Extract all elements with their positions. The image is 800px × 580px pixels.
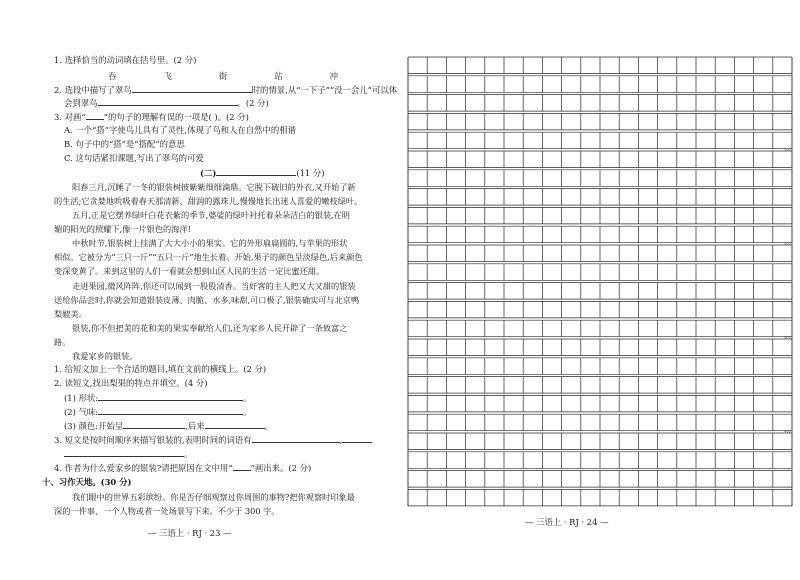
fill-color: (3) 颜色:开始呈 ,后来 。 [64,421,274,431]
fill-shape: (1) 形状: 。 [64,393,252,403]
title-blank[interactable] [216,167,296,176]
option-a[interactable]: A. 一个“搭”字使鸟儿具有了灵性,体现了鸟和人在自然中的相谐 [64,125,296,135]
answer-blank[interactable] [252,434,340,443]
passage-line: 我爱家乡的银装。 [72,351,138,361]
option-c[interactable]: C. 这句话紧扣课题,写出了翠鸟的可爱 [64,153,204,163]
answer-blank[interactable] [98,392,243,401]
verb-option: 冲 [329,71,338,81]
underline-mark [86,111,104,120]
verb-options [108,70,338,82]
passage-line: 走进果园,微风阵阵,你还可以闻到一股股清香。当好客的主人把又大又甜的银装 [72,281,356,291]
word-count-mark: 400 [784,429,791,434]
sub-question-1: 1. 给短文加上一个合适的题目,填在文前的横线上。(2 分) [54,364,267,374]
passage-line: 中秋时节,银装树上挂满了大大小小的果实。它的外形扁扁圆的,与苹果的形状 [72,238,348,248]
passage-line: 送给你品尝时,你就会知道银装皮薄、肉脆、水多,味甜,可口极了,银装确实可与北京鸭 [54,295,360,305]
word-count-mark: 100 [784,147,791,152]
word-count-mark: 200 [784,241,791,246]
passage-line: 的生活;它贪婪地吮吸着春天那清新、甜润的露珠儿,慢慢地长出迷人喜爱的嫩枝绿叶。 [54,196,363,206]
option-b[interactable]: B. 句子中的“搭”是“搭配”的意思 [64,139,185,149]
passage-line: 银装,你不但把美的花和美的果实奉献给人们,还为家乡人民开辟了一条致富之 [72,323,348,333]
passage-line: 路。 [54,337,71,347]
passage-line: 媚的阳光的照耀下,像一片银色的海洋! [54,224,191,234]
underline-mark [233,462,251,471]
passage-line: 五月,正是它摆养绿叶白花衣紫的季节,婆娑的绿叶衬托着朵朵洁白的银装,在明 [72,210,350,220]
verb-option: 吞 [108,71,117,81]
verb-option: 站 [274,71,283,81]
passage-line: 变深变黄了。来到这里的人们一看就会想到山区人民的生活一定比蜜还甜。 [54,266,325,276]
verb-option: 飞 [163,71,172,81]
section-2-title: (二) (11 分) [200,168,325,178]
answer-blank[interactable] [98,97,238,106]
verb-option: 街 [218,71,228,81]
question-2: 2. 选段中描写了翠鸟 时的情景,从“一下子”“没一会儿”可以体 [54,85,398,95]
page-footer: — 三语上 · RJ · 23 — [148,528,232,538]
fill-smell: (2) 气味: 。 [64,407,252,417]
question-3: 3. 对画“ ”的句子的理解有误的一项是( )。(2 分) [54,112,249,122]
composition-prompt: 深的一件事、一个人物或者一处场景写下来。不少于 300 字。 [54,506,280,516]
sub-question-3: 3. 短文是按时间顺序来描写银装的,表明时间的词语有 , [54,434,372,446]
sub-question-4: 4. 作者为什么爱家乡的银装?请把原因在文中用“ ”画出来。(2 分) [54,463,312,473]
answer-blank[interactable] [123,420,185,429]
question-1: 1. 选择恰当的动词填在括号里。(2 分) [54,55,197,65]
question-2-cont: 会到翠鸟 。(2 分) [64,98,269,108]
answer-blank[interactable] [64,448,184,457]
composition-prompt: 我们眼中的世界五彩缤纷。你是否仔细观察过你周围的事物?把你观察时印象最 [72,492,355,502]
section-10-title: 十、习作天地。(30 分) [42,477,132,487]
composition-grid[interactable] [400,0,800,580]
answer-blank[interactable] [132,84,252,93]
sub-question-2: 2. 读短文,找出梨果的特点并填空。(4 分) [54,378,208,388]
answer-blank[interactable] [342,434,372,443]
word-count-mark: 300 [784,335,791,340]
passage-line: 相似。它被分为“三只一斤”“五只一斤”地生长着。开始,果子的颜色呈淡绿色,后来颜色 [54,252,363,262]
passage-line: 阳春三月,沉睡了一冬的银装树披紫紫细细滴鼎。它脱下破旧的外衣,又开始了新 [72,182,356,192]
page-footer: — 三语上 · RJ · 24 — [525,517,609,527]
answer-blank[interactable] [98,406,243,415]
passage-line: 梨媲美。 [54,309,87,319]
right-page [400,0,800,580]
answer-blank[interactable] [205,420,265,429]
sub-question-3-cont: 。 [64,448,192,460]
